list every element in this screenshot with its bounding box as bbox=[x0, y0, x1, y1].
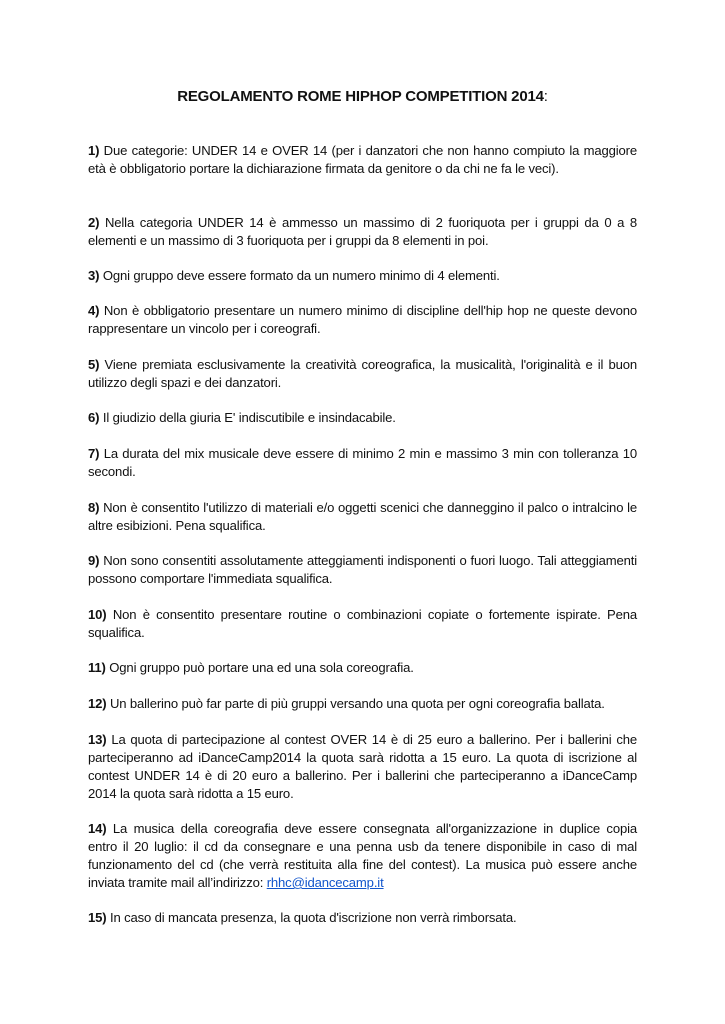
rule-text: Non sono consentiti assolutamente atteggiamenti indisponenti o fuori luogo. Tali atteggiamenti possono comportare l'immediata squalifica. bbox=[88, 553, 637, 586]
rule-text: La quota di partecipazione al contest OVER 14 è di 25 euro a ballerino. Per i ballerini che parteciperanno ad iDanceCamp2014 la quota sarà ridotta a 15 euro. La quota di iscrizione al contest UNDER 14 è di 20 euro a ballerino. Per i ballerini che parteciperanno a iDanceCamp 2014 la quota sarà ridotta a 15 euro. bbox=[88, 732, 637, 801]
rule-item bbox=[88, 659, 637, 677]
rule-text: Non è consentito presentare routine o combinazioni copiate o fortemente ispirate. Pena squalifica. bbox=[88, 607, 637, 640]
rule-number: 14) bbox=[88, 821, 107, 836]
rule-text: Non è consentito l'utilizzo di materiali e/o oggetti scenici che danneggino il palco o intralcino le altre esibizioni. Pena squalifica. bbox=[88, 500, 637, 533]
title-text: REGOLAMENTO ROME HIPHOP COMPETITION 2014 bbox=[177, 88, 544, 105]
rule-item bbox=[88, 267, 637, 285]
rule-item bbox=[88, 820, 637, 892]
rule-text: In caso di mancata presenza, la quota d'iscrizione non verrà rimborsata. bbox=[109, 910, 517, 925]
rule-text: Non è obbligatorio presentare un numero minimo di discipline dell'hip hop ne queste devono rappresentare un vincolo per i coreografi. bbox=[88, 303, 637, 336]
rule-number: 15) bbox=[88, 910, 107, 925]
rule-item bbox=[88, 214, 637, 250]
rule-number: 6) bbox=[88, 410, 100, 425]
rule-number: 8) bbox=[88, 500, 100, 515]
rule-text: La durata del mix musicale deve essere di minimo 2 min e massimo 3 min con tolleranza 10 secondi. bbox=[88, 446, 637, 479]
rule-item bbox=[88, 731, 637, 803]
rule-item bbox=[88, 302, 637, 338]
rule-text: Nella categoria UNDER 14 è ammesso un massimo di 2 fuoriquota per i gruppi da 0 a 8 elementi e un massimo di 3 fuoriquota per i gruppi da 8 elementi in poi. bbox=[88, 215, 637, 248]
rule-item bbox=[88, 499, 637, 535]
rule-item bbox=[88, 142, 637, 178]
rule-text: Due categorie: UNDER 14 e OVER 14 (per i danzatori che non hanno compiuto la maggiore età è obbligatorio portare la dichiarazione firmata da genitore o da chi ne fa le veci). bbox=[88, 143, 637, 176]
title-colon: : bbox=[543, 88, 548, 105]
rule-number: 12) bbox=[88, 696, 107, 711]
rule-item bbox=[88, 356, 637, 392]
rule-number: 10) bbox=[88, 607, 107, 622]
document-title bbox=[88, 86, 637, 108]
rule-number: 9) bbox=[88, 553, 100, 568]
rule-item bbox=[88, 409, 637, 427]
email-link[interactable]: rhhc@idancecamp.it bbox=[266, 875, 384, 890]
rule-item bbox=[88, 909, 637, 927]
rule-text: Il giudizio della giuria E' indiscutibile e insindacabile. bbox=[102, 410, 396, 425]
rule-item bbox=[88, 606, 637, 642]
rule-text: Viene premiata esclusivamente la creatività coreografica, la musicalità, l'originalità e il buon utilizzo degli spazi e dei danzatori. bbox=[88, 357, 637, 390]
rule-item bbox=[88, 695, 637, 713]
rule-number: 4) bbox=[88, 303, 100, 318]
rule-text: La musica della coreografia deve essere consegnata all'organizzazione in duplice copia entro il 20 luglio: il cd da consegnare e una penna usb da tenere disponibile in caso di mal funzionamento del cd (che verrà restituita alla fine del contest). La musica può essere anche inviata tramite mail all’indirizzo: bbox=[88, 821, 637, 890]
rule-number: 2) bbox=[88, 215, 100, 230]
rule-item bbox=[88, 552, 637, 588]
rule-text: Un ballerino può far parte di più gruppi versando una quota per ogni coreografia ballata. bbox=[109, 696, 605, 711]
rule-number: 5) bbox=[88, 357, 100, 372]
rule-text: Ogni gruppo può portare una ed una sola coreografia. bbox=[109, 660, 414, 675]
rule-number: 11) bbox=[88, 660, 106, 675]
rule-number: 1) bbox=[88, 143, 100, 158]
rule-number: 3) bbox=[88, 268, 100, 283]
rule-item bbox=[88, 445, 637, 481]
rule-number: 7) bbox=[88, 446, 100, 461]
rule-text: Ogni gruppo deve essere formato da un numero minimo di 4 elementi. bbox=[102, 268, 500, 283]
rule-number: 13) bbox=[88, 732, 107, 747]
